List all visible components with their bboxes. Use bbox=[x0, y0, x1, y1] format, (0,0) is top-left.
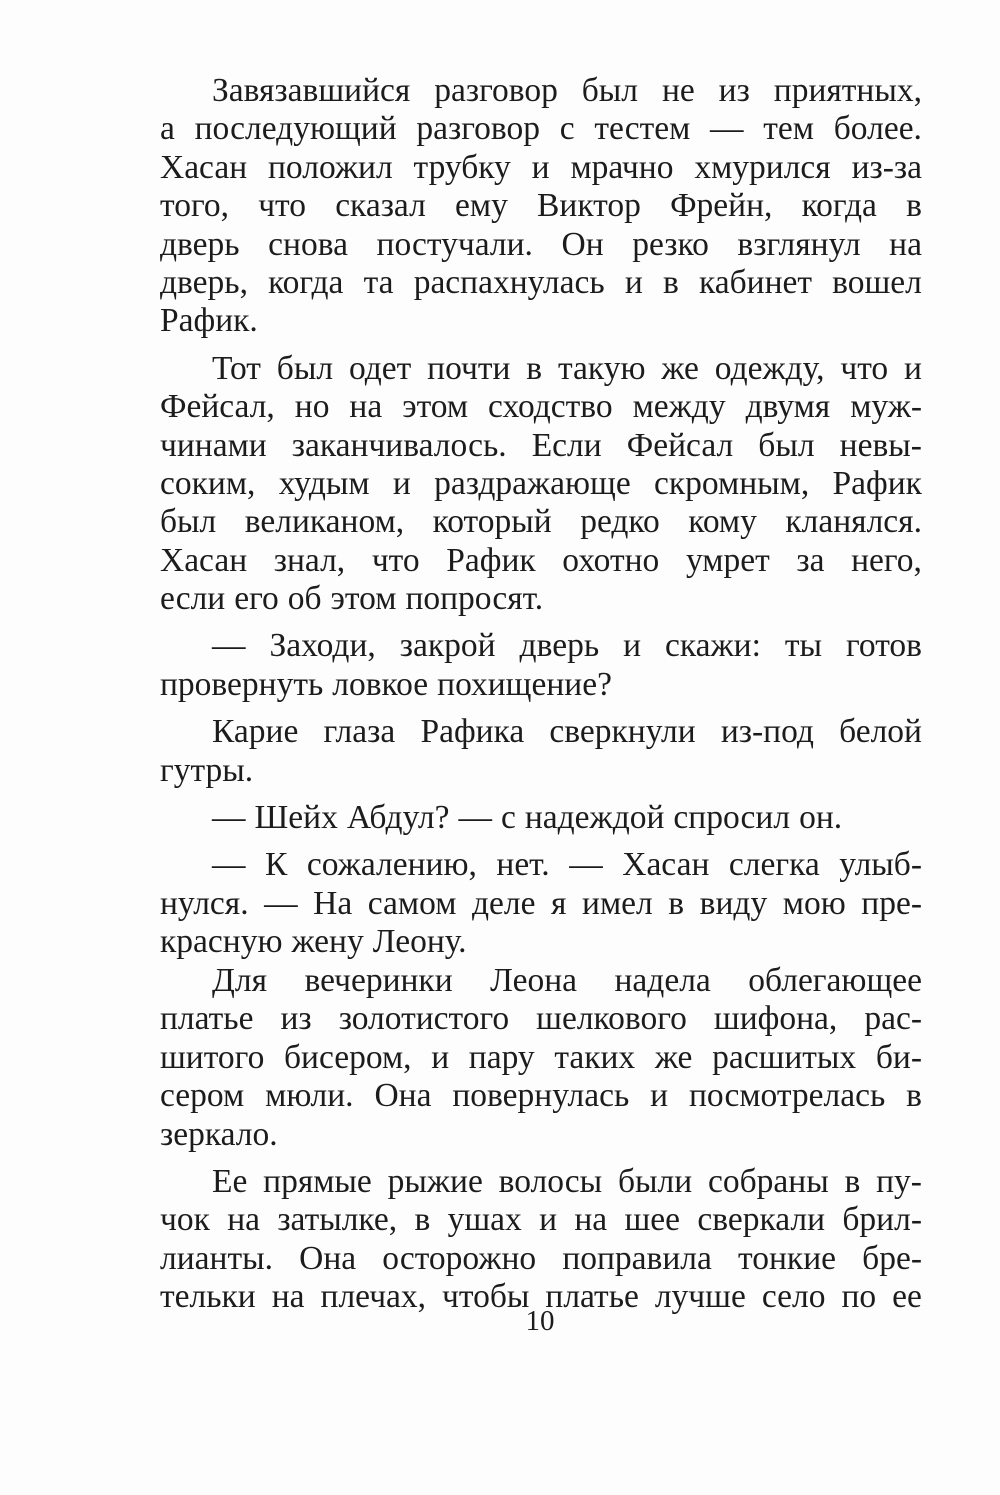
text-line: лианты. Она осторожно поправила тонкие бре- bbox=[160, 1239, 922, 1277]
text-line: а последующий разговор с тестем — тем более. bbox=[160, 110, 922, 148]
text-line: — К сожалению, нет. — Хасан слегка улыб- bbox=[212, 846, 922, 884]
text-line: гутры. bbox=[160, 751, 254, 789]
text-line: Хасан знал, что Рафик охотно умрет за него, bbox=[160, 541, 922, 579]
text-line: дверь снова постучали. Он резко взглянул на bbox=[160, 225, 922, 263]
text-line: Карие глаза Рафика сверкнули из-под белой bbox=[212, 713, 922, 751]
text-line: был великаном, который редко кому кланялся. bbox=[160, 503, 922, 541]
text-line: Ее прямые рыжие волосы были собраны в пу- bbox=[212, 1162, 922, 1200]
text-line: Завязавшийся разговор был не из приятных, bbox=[212, 72, 922, 109]
text-line: того, что сказал ему Виктор Фрейн, когда в bbox=[160, 187, 922, 225]
text-line: дверь, когда та распахнулась и в кабинет вошел bbox=[160, 263, 922, 301]
text-line: чок на затылке, в ушах и на шее сверкали брил- bbox=[160, 1201, 922, 1239]
text-line: Для вечеринки Леона надела облегающее bbox=[212, 962, 922, 999]
text-line: Хасан положил трубку и мрачно хмурился из-за bbox=[160, 148, 922, 186]
text-line: провернуть ловкое похищение? bbox=[160, 665, 612, 703]
text-line: платье из золотистого шелкового шифона, рас- bbox=[160, 1000, 922, 1038]
text-line: Рафик. bbox=[160, 302, 258, 340]
text-line: Фейсал, но на этом сходство между двумя муж- bbox=[160, 388, 922, 426]
text-line: нулся. — На самом деле я имел в виду мою пре- bbox=[160, 884, 922, 922]
text-line: шитого бисером, и пару таких же расшитых би- bbox=[160, 1038, 922, 1076]
text-line: чинами заканчивалось. Если Фейсал был невы- bbox=[160, 426, 922, 464]
text-section-1 bbox=[160, 72, 922, 962]
text-line: сером мюли. Она повернулась и посмотрелась в bbox=[160, 1077, 922, 1115]
text-line: если его об этом попросят. bbox=[160, 580, 544, 618]
text-line: соким, худым и раздражающе скромным, Рафик bbox=[160, 464, 922, 502]
text-line: тельки на плечах, чтобы платье лучше село по ее bbox=[160, 1278, 922, 1316]
text-line: — Заходи, закрой дверь и скажи: ты готов bbox=[212, 627, 922, 665]
text-section-2 bbox=[160, 962, 922, 1317]
page-number: 10 bbox=[525, 1305, 555, 1337]
text-line: зеркало. bbox=[160, 1115, 278, 1153]
text-line: Тот был одет почти в такую же одежду, что и bbox=[212, 349, 922, 387]
text-line: красную жену Леону. bbox=[160, 923, 467, 961]
text-line: — Шейх Абдул? — с надеждой спросил он. bbox=[212, 799, 843, 837]
